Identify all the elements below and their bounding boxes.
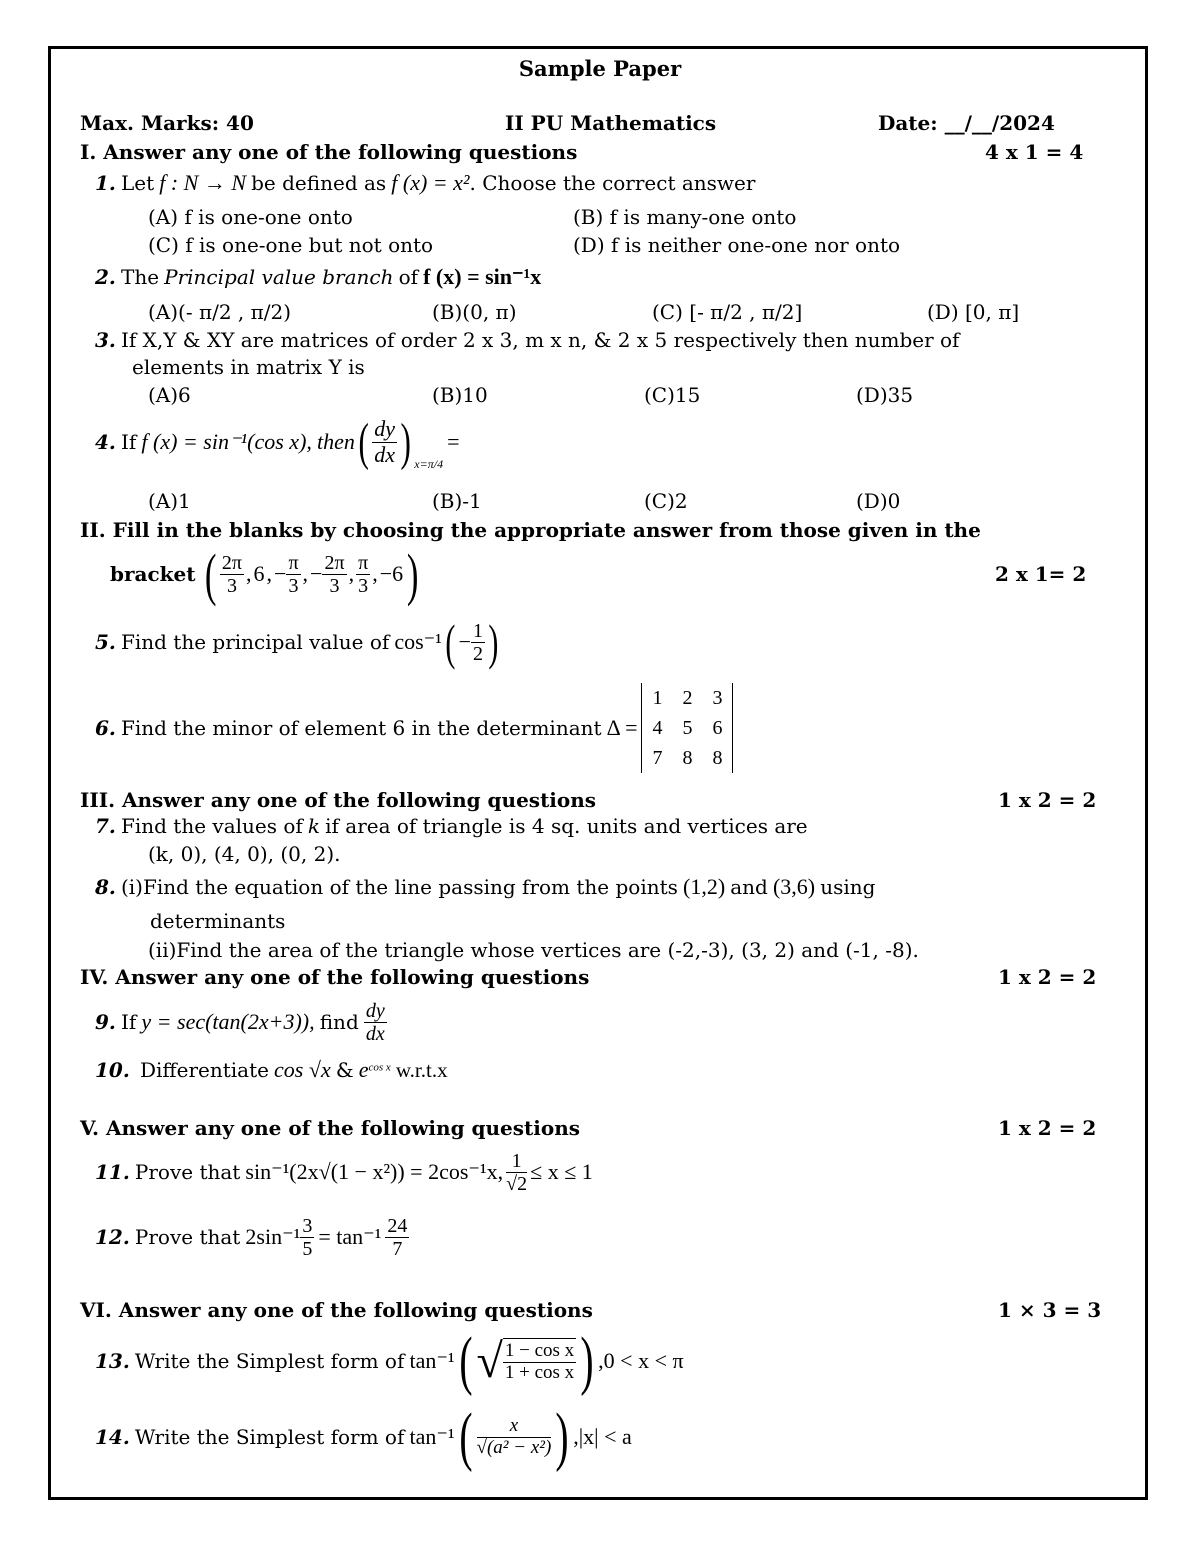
question-14: 14. Write the Simplest form of tan⁻¹ ( $\frac{x}{\text{√(a² − x²)}}$ ) ,|x| < a — [95, 1400, 632, 1473]
math-expr: − — [458, 629, 471, 654]
math-subscript: x=π/4 — [414, 457, 444, 471]
question-text: using — [820, 875, 876, 899]
determinant-cell: 8 — [712, 747, 723, 769]
math-expr: f : N → N — [159, 170, 247, 195]
math-expr: = tan⁻¹ — [318, 1224, 382, 1249]
question-text: Find the values of — [120, 814, 303, 838]
math-expr: cos⁻¹ — [394, 629, 442, 654]
question-text: Find the minor of element 6 in the determinant — [120, 716, 602, 740]
math-expr: ≤ x ≤ 1 — [530, 1159, 593, 1184]
section-3-title: III. Answer any one of the following questions — [80, 788, 597, 812]
section-2-title-cont: bracket — [110, 562, 196, 586]
option: (C) [- π/2 , π/2] — [652, 300, 803, 324]
fraction: $\frac{dy}{dx}$ — [374, 416, 395, 467]
determinant-cell: 1 — [652, 687, 663, 709]
question-11 — [95, 1143, 593, 1201]
math-superscript: cos x — [368, 1061, 391, 1074]
section-6-marks: 1 × 3 = 3 — [998, 1298, 1102, 1322]
question-number: 11. — [95, 1160, 130, 1184]
question-12 — [95, 1208, 409, 1266]
question-3 — [95, 328, 959, 352]
question-number: 2. — [95, 265, 116, 289]
question-text: Let — [120, 171, 155, 195]
question-text: (k, 0), (4, 0), (0, 2). — [148, 842, 341, 866]
bracket-item: $\frac{\pi}{3}$ — [358, 551, 369, 597]
option: (C)15 — [644, 383, 701, 407]
determinant-cell: 3 — [712, 687, 723, 709]
section-2-marks: 2 x 1= 2 — [995, 562, 1087, 586]
question-text: . Choose the correct answer — [469, 171, 756, 195]
question-8 — [95, 874, 875, 900]
option: (A)1 — [148, 489, 191, 513]
question-5: 5. Find the principal value of cos⁻¹ ( − $\frac{1}{2}$ ) — [95, 614, 499, 670]
math-expr: then — [316, 429, 355, 454]
bracket-item: −6 — [379, 561, 404, 586]
question-2 — [95, 264, 541, 290]
section-6-title: VI. Answer any one of the following questions — [80, 1298, 593, 1322]
question-text: If — [120, 430, 137, 454]
determinant-cell: 8 — [682, 747, 693, 769]
option: (B)-1 — [432, 489, 482, 513]
question-number: 14. — [95, 1425, 130, 1449]
fraction: $\frac{x}{\text{√(a² − x²)}}$ — [476, 1414, 552, 1458]
math-expr: Δ = — [606, 715, 638, 740]
question-text: Principal value branch — [164, 265, 394, 289]
subject: II PU Mathematics — [505, 111, 717, 135]
question-number: 6. — [95, 716, 116, 740]
question-text: be defined as — [251, 171, 387, 195]
math-expr: (3,6) — [772, 874, 816, 899]
question-text: Prove that — [134, 1160, 241, 1184]
math-expr: cos √x — [274, 1057, 331, 1082]
option: (D)0 — [856, 489, 901, 513]
section-5-title: V. Answer any one of the following questions — [80, 1116, 580, 1140]
bracket-items: $\frac{2\pi}{3}$ , 6 , − $\frac{\pi}{3}$ , − $\frac{2\pi}{3}$ , $\frac{\pi}{3}$ , −6 — [221, 551, 404, 597]
math-expr: tan⁻¹ — [409, 1424, 455, 1449]
question-text: Write the Simplest form of — [134, 1425, 405, 1449]
question-number: 5. — [95, 630, 116, 654]
question-text: (i)Find the equation of the line passing from the points — [120, 875, 678, 899]
section-1-marks: 4 x 1 = 4 — [985, 140, 1084, 164]
math-expr: y = sec(tan(2x+3)), — [141, 1009, 315, 1034]
math-expr: f (x) = sin⁻¹(cos x), — [141, 429, 312, 454]
question-10 — [95, 1057, 448, 1083]
option: (D)35 — [856, 383, 914, 407]
determinant-row — [642, 713, 733, 743]
question-1 — [95, 170, 755, 196]
fraction: $\frac{3}{5}$ — [302, 1214, 313, 1260]
math-expr: e — [358, 1057, 369, 1082]
option: (C) f is one-one but not onto — [148, 233, 434, 257]
option: (D) [0, π] — [927, 300, 1020, 324]
question-number: 9. — [95, 1010, 116, 1034]
determinant-cell: 2 — [682, 687, 693, 709]
option: (A)(- π/2 , π/2) — [148, 300, 292, 324]
page-title: Sample Paper — [518, 56, 682, 81]
math-expr: 2sin⁻¹ — [245, 1224, 301, 1249]
option: (B)10 — [432, 383, 488, 407]
math-expr: f (x) = sin⁻¹x — [423, 264, 542, 289]
question-text: Differentiate — [139, 1058, 269, 1082]
question-text: (ii)Find the area of the triangle whose vertices are (-2,-3), (3, 2) and (-1, -8). — [148, 938, 919, 962]
bracket-item: − $\frac{\pi}{3}$ — [274, 551, 299, 597]
question-text: Find the principal value of — [120, 630, 390, 654]
question-text: If — [120, 1010, 137, 1034]
question-number: 8. — [95, 875, 116, 899]
math-expr: ,|x| < a — [573, 1424, 632, 1449]
math-expr: tan⁻¹ — [409, 1348, 455, 1373]
question-number: 7. — [95, 814, 116, 838]
determinant-row — [642, 683, 733, 713]
bracket-item: 6 — [253, 561, 265, 586]
section-1-title: I. Answer any one of the following questions — [80, 140, 578, 164]
question-number: 13. — [95, 1349, 130, 1373]
date: Date: __/__/2024 — [878, 111, 1055, 135]
math-expr: (1,2) — [683, 874, 726, 899]
fraction: $\frac{1}{√2}$ — [506, 1149, 528, 1195]
math-expr: k — [307, 814, 321, 838]
question-text: Write the Simplest form of — [134, 1349, 405, 1373]
option: (B) f is many-one onto — [573, 205, 797, 229]
question-number: 10. — [95, 1058, 130, 1082]
section-4-title: IV. Answer any one of the following questions — [80, 965, 590, 989]
max-marks: Max. Marks: 40 — [80, 111, 254, 135]
fraction: $\frac{1}{2}$ — [472, 619, 483, 665]
question-7 — [95, 814, 808, 838]
math-expr: f (x) = x² — [391, 170, 470, 195]
question-text: Prove that — [134, 1225, 241, 1249]
question-text: of — [398, 265, 419, 289]
question-number: 4. — [95, 430, 116, 454]
determinant-cell: 7 — [652, 747, 663, 769]
math-expr: ,0 < x < π — [598, 1348, 684, 1373]
fraction: $\frac{\text{1 − cos x}}{\text{1 + cos x}}$ — [504, 1340, 575, 1383]
question-text: determinants — [150, 909, 286, 933]
sqrt-icon: √ — [476, 1334, 503, 1388]
bracket-item: − $\frac{2\pi}{3}$ — [310, 551, 345, 597]
question-4: 4. If f (x) = sin⁻¹(cos x), then ( $\frac{dy}{dx}$ ) x=π/4 = — [95, 413, 460, 471]
math-expr: = — [447, 429, 460, 454]
question-text: find — [319, 1010, 359, 1034]
fraction: $\frac{24}{7}$ — [387, 1214, 408, 1260]
question-text: if area of triangle is 4 sq. units and vertices are — [325, 814, 808, 838]
math-expr: sin⁻¹(2x√(1 − x²)) = 2cos⁻¹x, — [245, 1159, 504, 1184]
question-number: 3. — [95, 328, 116, 352]
section-2-bracket: bracket ( $\frac{2\pi}{3}$ , 6 , − $\frac{\pi}{3}$ , − $\frac{2\pi}{3}$ , $\frac{\pi}{3}$ , −6 ) — [110, 541, 419, 607]
determinant-cell: 4 — [652, 717, 663, 739]
determinant-cell: 5 — [682, 717, 693, 739]
section-4-marks: 1 x 2 = 2 — [998, 965, 1097, 989]
question-number: 12. — [95, 1225, 130, 1249]
option: (B)(0, π) — [432, 300, 517, 324]
section-2-title: II. Fill in the blanks by choosing the appropriate answer from those given in the — [80, 518, 981, 542]
question-text: w.r.t.x — [395, 1058, 448, 1082]
determinant-row — [642, 743, 733, 773]
option: (D) f is neither one-one nor onto — [573, 233, 901, 257]
question-text: If X,Y & XY are matrices of order 2 x 3, m x n, & 2 x 5 respectively then number of — [120, 328, 960, 352]
determinant — [641, 683, 733, 773]
question-text: & — [335, 1058, 354, 1082]
fraction: $\frac{dy}{dx}$ — [365, 999, 385, 1045]
question-text: The — [120, 265, 160, 289]
question-6 — [95, 680, 733, 776]
option: (C)2 — [644, 489, 688, 513]
question-text: and — [730, 875, 768, 899]
option: (A) f is one-one onto — [148, 205, 353, 229]
section-3-marks: 1 x 2 = 2 — [998, 788, 1097, 812]
question-text: elements in matrix Y is — [132, 355, 365, 379]
section-5-marks: 1 x 2 = 2 — [998, 1116, 1097, 1140]
bracket-item: $\frac{2\pi}{3}$ — [221, 551, 243, 597]
question-9 — [95, 995, 387, 1049]
determinant-cell: 6 — [712, 717, 723, 739]
question-13: 13. Write the Simplest form of tan⁻¹ ( √ $\frac{\text{1 − cos x}}{\text{1 + cos x}}$ ) ,0 < x < π — [95, 1324, 684, 1397]
option: (A)6 — [148, 383, 191, 407]
question-number: 1. — [95, 171, 116, 195]
